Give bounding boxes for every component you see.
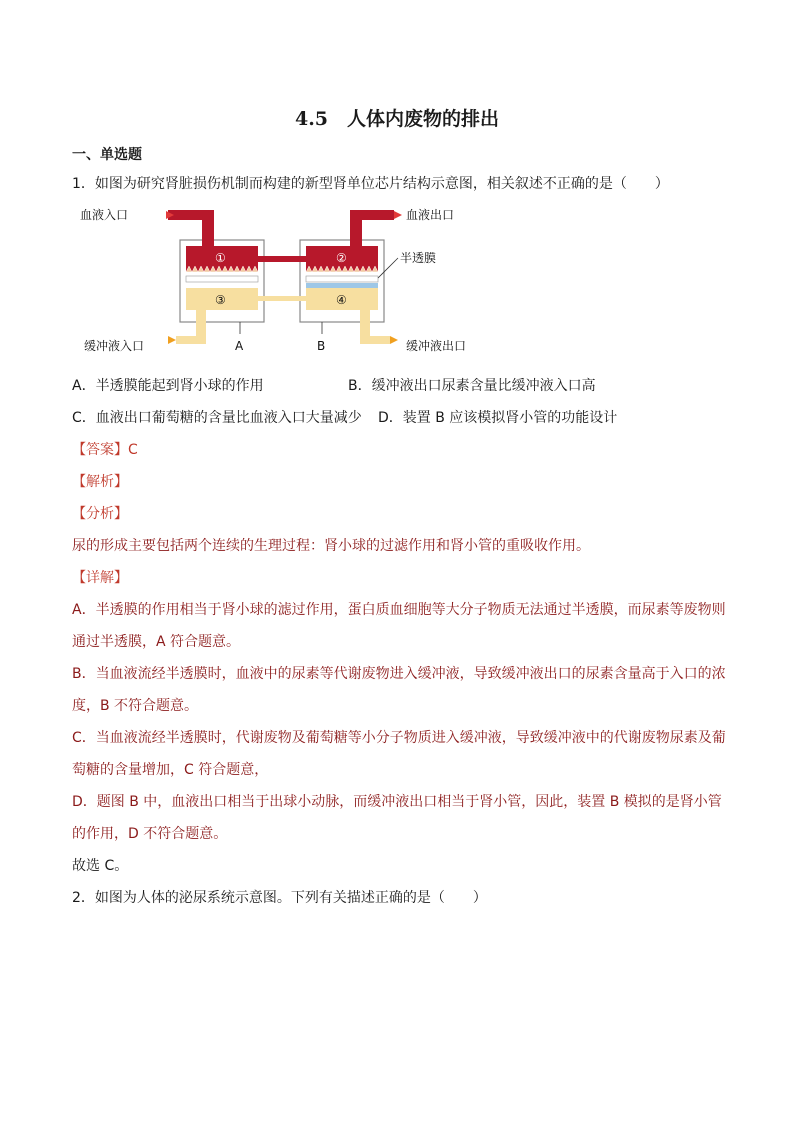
blood-outlet-label: 血液出口 [406, 208, 455, 222]
membrane-b [306, 276, 378, 282]
buffer-connector [258, 296, 306, 301]
section-heading: 一、单选题 [72, 147, 142, 163]
fenxi-text: 尿的形成主要包括两个连续的生理过程：肾小球的过滤作用和肾小管的重吸收作用。 [72, 538, 590, 554]
detail-line: C．当血液流经半透膜时，代谢废物及葡萄糖等小分子物质进入缓冲液，导致缓冲液中的代谢废物尿素及葡 [72, 730, 726, 746]
option-d: D．装置 B 应该模拟肾小管的功能设计 [378, 410, 618, 426]
buffer-inlet-label: 缓冲液入口 [84, 339, 145, 353]
buffer-outlet-pipe-h [360, 336, 390, 344]
option-c: C．血液出口葡萄糖的含量比血液入口大量减少 [72, 410, 362, 426]
chamber-3-label: ③ [215, 293, 226, 307]
jiexi-tag: 【解析】 [72, 474, 128, 490]
detail-line: B．当血液流经半透膜时，血液中的尿素等代谢废物进入缓冲液，导致缓冲液出口的尿素含量高于入口的浓 [72, 666, 726, 682]
blood-inlet-label: 血液入口 [80, 208, 129, 222]
blood-out-arrow-icon [394, 211, 402, 219]
question-1-stem: 1．如图为研究肾脏损伤机制而构建的新型肾单位芯片结构示意图，相关叙述不正确的是（ ） [72, 176, 669, 192]
membrane-a [186, 276, 258, 282]
detail-line: A．半透膜的作用相当于肾小球的滤过作用，蛋白质血细胞等大分子物质无法通过半透膜，而尿素等废物则 [72, 602, 726, 618]
question-2-stem: 2．如图为人体的泌尿系统示意图。下列有关描述正确的是（ ） [72, 890, 487, 906]
blood-outlet-pipe-h [350, 210, 394, 220]
conclusion: 故选 C。 [72, 858, 129, 874]
xiangjie-tag: 【详解】 [72, 570, 128, 586]
membrane-label: 半透膜 [400, 251, 437, 265]
answer-value: C [128, 442, 138, 458]
page-title: 4.5 人体内废物的排出 [294, 108, 500, 130]
detail-line: 的作用，D 不符合题意。 [72, 826, 228, 842]
answer-line [72, 440, 138, 460]
detail-line: D．题图 B 中，血液出口相当于出球小动脉，而缓冲液出口相当于肾小管，因此，装置 B 模拟的是肾小管 [72, 794, 722, 810]
blood-connector [258, 256, 306, 262]
chamber-4-label: ④ [336, 293, 347, 307]
detail-line: 通过半透膜，A 符合题意。 [72, 634, 241, 650]
chamber-1-label: ① [215, 251, 226, 265]
membrane-b-blue [306, 283, 378, 288]
blood-inlet-pipe-h [168, 210, 214, 220]
detail-line: 度，B 不符合题意。 [72, 698, 199, 714]
detail-line: 萄糖的含量增加，C 符合题意， [72, 762, 269, 778]
buffer-inlet-pipe-h [176, 336, 206, 344]
buffer-in-arrow-icon [168, 336, 176, 344]
buffer-outlet-label: 缓冲液出口 [406, 339, 467, 353]
answer-tag: 【答案】 [72, 442, 128, 458]
device-a-label: A [235, 339, 244, 353]
option-b: B．缓冲液出口尿素含量比缓冲液入口高 [348, 378, 596, 394]
fenxi-tag: 【分析】 [72, 506, 128, 522]
option-a: A．半透膜能起到肾小球的作用 [72, 378, 264, 394]
device-b-label: B [317, 339, 326, 353]
buffer-out-arrow-icon [390, 336, 398, 344]
chamber-2-label: ② [336, 251, 347, 265]
kidney-chip-diagram [80, 200, 500, 360]
